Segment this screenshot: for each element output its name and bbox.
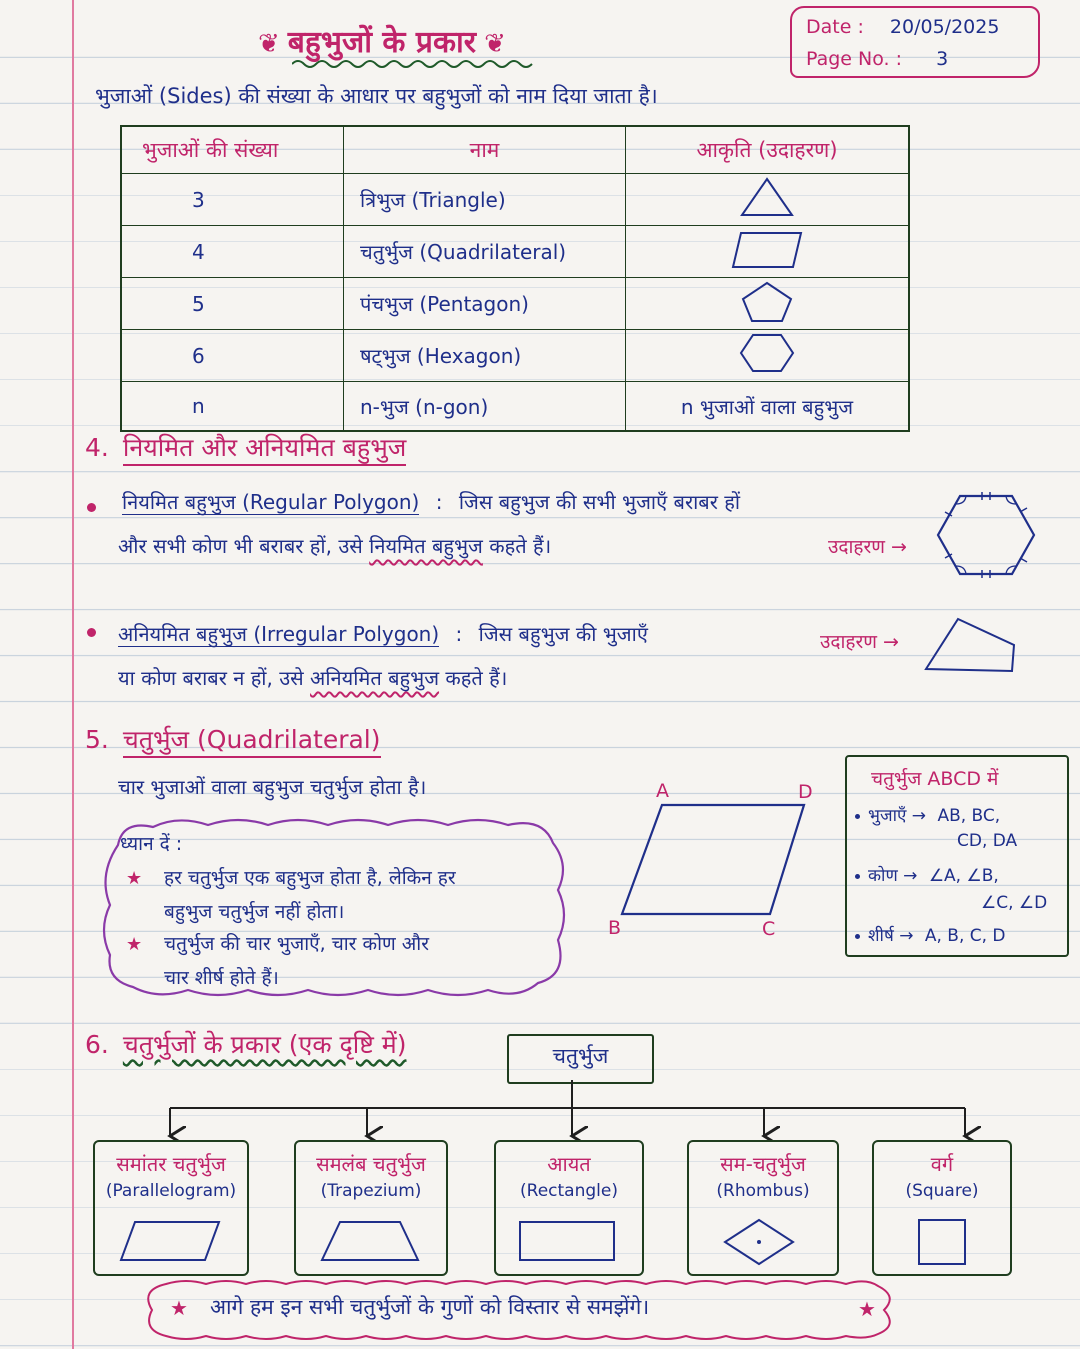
angles-label: कोण → — [868, 866, 918, 886]
square-icon — [874, 1218, 1010, 1266]
irregular-line-2 — [118, 664, 507, 691]
section-title: चतुर्भुजों के प्रकार (एक दृष्टि में) — [122, 1030, 407, 1059]
date-value: 20/05/2025 — [889, 16, 1000, 38]
type-name-hindi: समलंब चतुर्भुज — [316, 1152, 426, 1176]
bullet-icon — [87, 503, 96, 512]
type-name-hindi: समांतर चतुर्भुज — [116, 1152, 226, 1176]
type-box-trapezium — [294, 1140, 448, 1276]
flourish-right-icon: ❦ — [484, 29, 506, 59]
vertices-value: A, B, C, D — [924, 926, 1006, 946]
irregular-term: अनियमित बहुभुज (Irregular Polygon) — [118, 622, 440, 646]
star-icon: ★ — [126, 868, 143, 889]
table-row — [121, 174, 909, 226]
sides-value-2: CD, DA — [957, 831, 1018, 851]
name-cell: त्रिभुज (Triangle) — [344, 174, 626, 226]
sides-cell: n — [121, 382, 344, 432]
regular-text-2c: कहते हैं। — [489, 534, 552, 558]
section-number: 5. — [85, 725, 109, 754]
abcd-info-box — [845, 755, 1069, 957]
section-5-heading — [85, 722, 381, 756]
vertices-label: शीर्ष → — [868, 926, 914, 946]
margin-line — [72, 0, 74, 1349]
sides-cell: 4 — [121, 226, 344, 278]
shape-text-cell: n भुजाओं वाला बहुभुज — [626, 382, 910, 432]
sides-label: भुजाएँ → — [868, 806, 927, 826]
sides-item — [855, 803, 1000, 826]
note-title: ध्यान दें : — [120, 833, 183, 855]
date-box — [790, 6, 1040, 78]
flourish-left-icon: ❦ — [258, 29, 280, 59]
type-name-english: (Rectangle) — [520, 1181, 618, 1201]
page-value: 3 — [936, 48, 949, 70]
section-number: 4. — [85, 433, 109, 462]
intro-text: भुजाओं (Sides) की संख्या के आधार पर बहुभुजों को नाम दिया जाता है। — [95, 84, 658, 108]
irregular-text-1: जिस बहुभुज की भुजाएँ — [478, 622, 648, 646]
date-label: Date : — [806, 16, 864, 38]
irregular-text-2c: कहते हैं। — [445, 666, 508, 690]
section-4-heading — [85, 430, 406, 464]
name-cell: चतुर्भुज (Quadrilateral) — [344, 226, 626, 278]
type-name-hindi: सम-चतुर्भुज — [720, 1152, 806, 1176]
type-box-rhombus — [687, 1140, 839, 1276]
sides-value-1: AB, BC, — [937, 806, 1001, 826]
shape-cell — [626, 330, 910, 382]
section-number: 6. — [85, 1030, 109, 1059]
colon: : — [455, 622, 463, 646]
title-text: बहुभुजों के प्रकार — [287, 25, 477, 60]
irregular-key-term: अनियमित बहुभुज — [310, 666, 440, 690]
note-point-1a: हर चतुर्भुज एक बहुभुज होता है, लेकिन हर — [164, 867, 456, 889]
triangle-icon — [737, 175, 797, 219]
polygon-table — [120, 125, 910, 432]
type-box-square — [872, 1140, 1012, 1276]
type-box-parallelogram — [93, 1140, 249, 1276]
bullet-icon — [87, 628, 96, 637]
table-row — [121, 278, 909, 330]
shape-cell — [626, 278, 910, 330]
regular-term: नियमित बहुभुज (Regular Polygon) — [122, 490, 420, 514]
table-header: भुजाओं की संख्या — [121, 126, 344, 174]
irregular-line-1 — [118, 620, 648, 647]
section-6-heading — [85, 1027, 406, 1061]
bullet-icon — [855, 874, 860, 879]
regular-key-term: नियमित बहुभुज — [369, 534, 483, 558]
regular-text-2a: और सभी कोण भी बराबर हों, उसे — [118, 534, 363, 558]
vertex-label-d: D — [798, 781, 813, 803]
name-cell: n-भुज (n-gon) — [344, 382, 626, 432]
table-row — [121, 330, 909, 382]
type-name-hindi: वर्ग — [930, 1152, 954, 1176]
angles-value-1: ∠A, ∠B, — [928, 866, 999, 886]
date-row — [806, 16, 999, 38]
irregular-text-2a: या कोण बराबर न हों, उसे — [118, 666, 304, 690]
sides-cell: 3 — [121, 174, 344, 226]
table-header: नाम — [344, 126, 626, 174]
shape-cell — [626, 226, 910, 278]
vertices-item — [855, 923, 1006, 946]
vertex-label-a: A — [656, 780, 669, 802]
note-point-1b: बहुभुज चतुर्भुज नहीं होता। — [164, 901, 345, 923]
section-title: नियमित और अनियमित बहुभुज — [123, 433, 406, 466]
table-header: आकृति (उदाहरण) — [626, 126, 910, 174]
page-title — [250, 20, 514, 61]
tree-connectors — [0, 1080, 1080, 1142]
type-name-english: (Rhombus) — [716, 1181, 810, 1201]
angles-value-2: ∠C, ∠D — [981, 893, 1048, 913]
regular-line-1 — [122, 488, 740, 515]
section-title: चतुर्भुज (Quadrilateral) — [123, 725, 381, 758]
table-row — [121, 226, 909, 278]
star-icon: ★ — [170, 1296, 188, 1320]
table-row — [121, 382, 909, 432]
regular-text-1: जिस बहुभुज की सभी भुजाएँ बराबर हों — [458, 490, 741, 514]
pentagon-icon — [737, 279, 797, 323]
vertex-label-c: C — [762, 918, 776, 940]
star-icon: ★ — [858, 1297, 876, 1321]
name-cell: पंचभुज (Pentagon) — [344, 278, 626, 330]
type-name-hindi: आयत — [547, 1152, 591, 1176]
type-name-english: (Parallelogram) — [105, 1181, 237, 1201]
page-label: Page No. : — [806, 48, 903, 70]
vertex-label-b: B — [608, 917, 622, 939]
type-name-english: (Trapezium) — [320, 1181, 422, 1201]
parallelogram-icon — [95, 1218, 247, 1266]
title-wavy-underline — [292, 58, 537, 70]
hexagon-icon — [737, 331, 797, 375]
trapezium-icon — [296, 1218, 446, 1266]
parallelogram-icon — [729, 227, 805, 271]
note-point-2b: चार शीर्ष होते हैं। — [164, 967, 279, 989]
abcd-heading: चतुर्भुज ABCD में — [871, 768, 999, 790]
irregular-polygon-icon — [922, 615, 1022, 675]
bullet-icon — [855, 934, 860, 939]
table-header-row — [121, 126, 909, 174]
regular-line-2 — [118, 532, 551, 559]
quad-definition: चार भुजाओं वाला बहुभुज चतुर्भुज होता है। — [118, 775, 427, 799]
tree-root-box: चतुर्भुज — [507, 1034, 654, 1084]
example-label: उदाहरण → — [828, 536, 907, 558]
type-box-rectangle — [494, 1140, 644, 1276]
page-row — [806, 48, 948, 70]
regular-hexagon-icon — [932, 490, 1040, 580]
bullet-icon — [855, 814, 860, 819]
star-icon: ★ — [126, 934, 143, 955]
angles-item — [855, 863, 999, 886]
rectangle-icon — [496, 1218, 642, 1266]
rhombus-icon — [689, 1218, 837, 1266]
type-name-english: (Square) — [905, 1181, 979, 1201]
name-cell: षट्भुज (Hexagon) — [344, 330, 626, 382]
note-point-2a: चतुर्भुज की चार भुजाएँ, चार कोण और — [164, 933, 429, 955]
shape-cell — [626, 174, 910, 226]
example-label: उदाहरण → — [820, 631, 899, 653]
sides-cell: 6 — [121, 330, 344, 382]
sides-cell: 5 — [121, 278, 344, 330]
parallelogram-abcd-diagram — [600, 780, 830, 940]
colon: : — [435, 490, 443, 514]
footer-text: आगे हम इन सभी चतुर्भुजों के गुणों को विस्तार से समझेंगे। — [210, 1295, 650, 1319]
